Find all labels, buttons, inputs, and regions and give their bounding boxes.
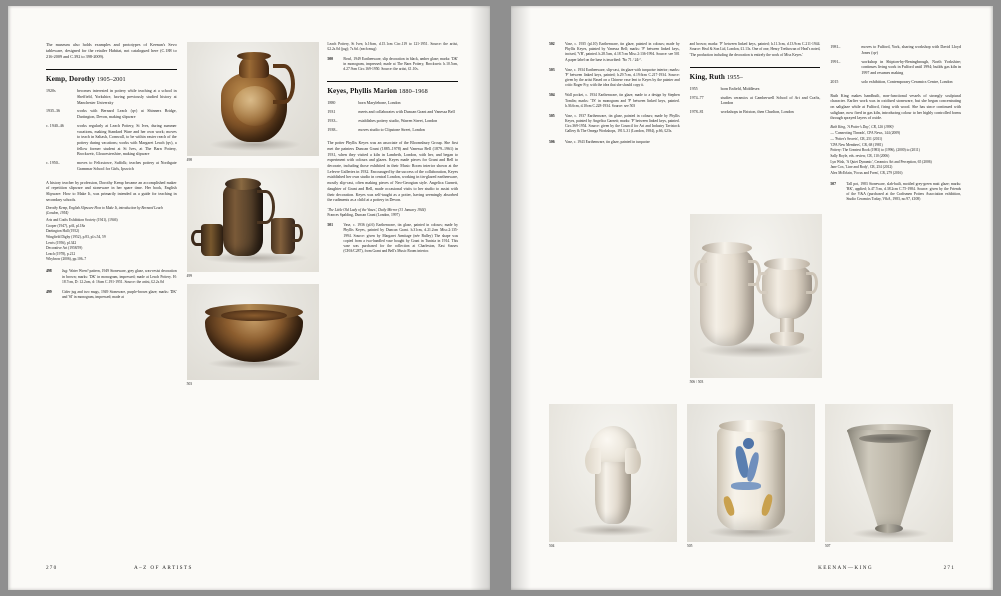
chronology-table-cont — [830, 44, 961, 88]
catalogue-number: 498 — [46, 269, 52, 274]
chronology-text: born Marylebone, London — [358, 100, 401, 106]
chronology-row — [46, 123, 177, 160]
source-title: 'The Little Old Lady of the Vases', Daily Mirror (31 January 1944) — [327, 207, 426, 212]
chronology-row — [690, 86, 821, 95]
artist-dates: 1905–2001 — [97, 76, 126, 84]
catalogue-text: Tall pot, 1983 Stoneware, slab-built, mottled grey-green matt glaze; marks: 'RK', applied; h.47.7cm, d.38.2cm C.75-1984. Source: given by the Friends of the V&A (purchased at the Craftsmen Potters Association exhibition, Studio Ceramics Today, V&A, 1983, no.97, £108) — [846, 181, 962, 202]
left-column-1 — [46, 42, 177, 554]
photo-tall-pot-507 — [825, 404, 953, 542]
chronology-year: 1981– — [830, 44, 841, 49]
catalogue-item — [549, 140, 680, 145]
running-head-left: A–Z OF ARTISTS — [134, 565, 193, 571]
chronology-year: 1974–77 — [689, 94, 704, 100]
chronology-row — [327, 118, 458, 127]
chronology-row — [46, 88, 177, 108]
catalogue-text: Vase, c. 1934 Earthenware, slip-cast, tin glaze with turquoise interior; marks: 'P' between linked keys, painted; h.29.7cm, d.19.6cm C.217-1934. Source: given by the artist Based on a Chinese vase lent to Keyes by the painter and critic Roger Fry, with the idea that she should copy it. — [565, 67, 680, 88]
catalogue-item — [327, 223, 458, 254]
catalogue-number: 499 — [46, 289, 52, 294]
plate-caption-499: 499 — [186, 274, 193, 278]
catalogue-item — [46, 290, 177, 300]
right-page — [511, 6, 993, 590]
bibliography-entry: 'CPA New Members', CR, 68 (1981) — [830, 142, 883, 147]
plate-507 — [825, 404, 953, 542]
source-reference: Frances Spalding, Duncan Grant (London, 1997) — [327, 213, 400, 218]
artist-name: Keyes, Phyllis Marion — [327, 87, 398, 96]
chronology-table — [690, 86, 821, 118]
chronology-row — [46, 108, 177, 123]
bibliography-entry: Decorative Art (1958/59) — [46, 246, 83, 251]
chronology-text: born Enfield, Middlesex — [720, 85, 760, 91]
left-column-3 — [327, 42, 458, 554]
chronology-row — [690, 95, 821, 110]
chronology-year: c. 1950– — [46, 160, 60, 166]
catalogue-item — [549, 42, 680, 63]
bibliography-entry: Dartington Hall (1952) — [46, 229, 80, 234]
plate-505 — [687, 404, 815, 542]
catalogue-item — [549, 114, 680, 135]
running-head-right: KEENAN—KING — [818, 565, 873, 571]
photo-bowl-503 — [187, 284, 319, 380]
plate-504 — [549, 404, 677, 542]
bibliography-entry: Leach (1978), p.212 — [46, 251, 76, 256]
catalogue-text: Vase, c. 1936 (pl.6) Earthenware, tin glaze, painted in colours; made by Phyllis Keyes, painted by Duncan Grant. h.31cm, d.21.2cm Misc.2:135-1994. Source: given by Margaret Armitage (née Bulley) The shape was copied from a two-handled vase bought by Grant in Tunisia in 1914. This vase was purchased for the collection at Charleston, East Sussex (CHA/C287), from Grant and Bell's Music Room interior. — [343, 223, 459, 254]
catalogue-number: 500 — [327, 56, 334, 61]
chronology-row — [830, 44, 961, 59]
plate-caption-504: 504 — [549, 544, 555, 548]
left-page-columns — [46, 42, 458, 554]
entry-title — [327, 87, 458, 95]
plate-503-left — [187, 284, 319, 380]
museum-note: The museum also holds examples and prototypes of Keenan's Sevo tableware, designed for the retailer Habitat, not catalogued here (C.188 to 216-2009 and C.392 to 398-2009). — [46, 42, 177, 60]
chronology-year: 1880 — [327, 100, 336, 106]
bibliography — [830, 125, 961, 176]
catalogue-item — [46, 269, 177, 285]
chronology-text: workshops in Brixton, then Charlton, London — [720, 109, 794, 115]
catalogue-number: 503 — [549, 67, 555, 72]
artist-name: Kemp, Dorothy — [46, 75, 96, 84]
bibliography-entry: Jane Cox, 'Line and Body', CR, 254 (2012) — [830, 165, 893, 170]
chronology-text: works with Bernard Leach (qv) at Shinners Bridge, Dartington, Devon, making slipware — [77, 108, 177, 120]
bibliography-entry: Whybrow (2006), pp.106–7 — [46, 257, 87, 262]
plate-498 — [187, 42, 319, 156]
chronology-year: 1935–36 — [46, 108, 60, 114]
chronology-row — [690, 109, 821, 118]
bibliography-entry: Alex McErlain, 'Focus and Form', CR, 279 (2016) — [830, 170, 903, 175]
chronology-text: works regularly at Leach Pottery, St Ives, during summer vacations, making Standard Ware and her own work; moves to teach in Saltash, Cornwall, to be within easier reach of the pottery during vacations; works with Margaret Leach (qv), a fellow former student at St Ives, at The Barn Pottery, Brockweir, Gloucestershire, making slipware — [77, 123, 177, 157]
chronology-year: 1955 — [689, 85, 698, 91]
catalogue-number: 504 — [549, 93, 555, 98]
source-references — [327, 208, 458, 218]
plate-caption-506-503: 506 / 503 — [689, 380, 704, 384]
chronology-text: establishes pottery studio, Warren Street, London — [358, 117, 438, 123]
plate-506-503 — [690, 214, 822, 378]
left-column-2-plates — [187, 42, 318, 554]
catalogue-text: Vase, c. 1937 Earthenware, tin glaze, painted in colours; made by Phyllis Keyes, painted by Angelica Garnett; marks: 'P' between linked keys, painted. Circ.369-1954. Source: given by the Council for Art and Industry Tavistock Gallery & The Omega Workshops, 1913–31 (London, 1984), p.66, £23s. — [565, 113, 680, 134]
plate-caption-498: 498 — [186, 158, 193, 162]
catalogue-text: Wall pocket, c. 1934 Earthenware, tin glaze, made to a design by Stephen Tomlin; marks: 'TS' in monogram and 'P' between linked keys, painted. h.36.6cm, d.10cm C.228-1934. Source: see 503 — [565, 93, 680, 108]
bibliography-entry: Cooper (1947), p.6l, pl.18a — [46, 223, 86, 228]
catalogue-item — [549, 93, 680, 109]
catalogue-number: 507 — [830, 181, 837, 186]
chronology-row — [327, 109, 458, 118]
chronology-year: 1991– — [830, 58, 841, 64]
chronology-row — [830, 79, 961, 88]
bibliography-entry: Sally Boyle, eds. review, CR, 110 (2006) — [830, 153, 890, 158]
chronology-year: c. 1940–46 — [46, 123, 64, 129]
catalogue-continuation: and brown; marks: 'P' between linked keys, painted; h.11.3cm, d.13.9cm C.211-1944. Source: Heal & Son Ltd, London, £1.13s. One of one, Henry Trethowan of Heal's noted, 'The production including the decoration is entirely the work of Miss Keyes.' — [689, 42, 821, 57]
chronology-row — [327, 100, 458, 109]
bibliography-entry: Arts and Crafts Exhibition Society (1941), (1946) — [46, 218, 118, 223]
chronology-text: solo exhibition, Contemporary Ceramics Centre, London — [861, 78, 953, 84]
artist-bio: A history teacher by profession, Dorothy Kemp became an accomplished maker of repetition slipware and stoneware in her spare time. Her book, English Slipware: How to Make It, was primarily intended as a guide for teaching in secondary schools. — [46, 179, 177, 202]
artist-bio: The potter Phyllis Keyes was an associate of the Bloomsbury Group. She first met the painters Duncan Grant (1885–1978) and Vanessa Bell (1879–1961) in 1931, when they visited a kiln in Lambeth, London, with her, and began to experiment with colours and glazes. Keyes made pieces for Grant and Bell to decorate, including those exhibited in their Music Room interior shown at the Lefevre Galleries in 1932. Encouraged by the success of the collaboration, Keyes established her own studio in central London, working in tin-glazed earthenware, mostly slip-cast, often making pieces of Neo-Georgian style. Angelica Garnett, daughter of Grant and Bell, made occasional visits to her studio to assist with their decoration. Keyes was self-taught as a potter, having seemingly absorbed the rudiments as a child at a pottery in Devon. — [327, 140, 459, 203]
chronology-year: 1933– — [327, 117, 338, 123]
entry-king — [690, 67, 821, 118]
artist-name: King, Ruth — [689, 72, 726, 81]
left-page — [8, 6, 490, 590]
catalogue-text: Cider jug and two mugs, 1949 Stoneware, purple-brown glaze; marks: 'DK' and 'SI' in monogram, impressed; made at — [62, 289, 177, 300]
chronology-year: 1931 — [327, 108, 336, 114]
page-number-right: 271 — [943, 565, 955, 571]
chronology-row — [46, 160, 177, 175]
catalogue-item — [830, 182, 961, 203]
photo-vases-506-503 — [690, 214, 822, 378]
entry-title — [690, 73, 821, 81]
photo-jug-mugs-499 — [187, 168, 319, 272]
photo-jug-498 — [187, 42, 319, 156]
catalogue-number: 501 — [327, 223, 334, 228]
catalogue-text: Vase, c. 1943 Earthenware, tin glaze, painted in turquoise — [565, 139, 650, 144]
bibliography-entry: Lewis (1956), pl.342 — [46, 240, 77, 245]
plate-caption-507: 507 — [825, 544, 831, 548]
chronology-text: workshop in Shipton-by-Beningbrough, North Yorkshire; continues living work in Fulford until 1994; builds gas kiln in 1997 and resumes making — [861, 58, 962, 75]
chronology-table — [46, 88, 177, 174]
chronology-text: studies ceramics at Camberwell School of Art and Crafts, London — [720, 94, 821, 106]
entry-kemp — [46, 69, 177, 300]
catalogue-number: 505 — [549, 113, 555, 118]
catalogue-text: Bowl, 1949 Earthenware, slip decoration in black, amber glaze; marks: 'DK' in monogram, impressed; made at The Barn Pottery, Brockweir. h.10.5cm, d.27.9cm Circ.169-1950. Source: the artist, £1.10s. — [343, 56, 459, 71]
chronology-text: moves studio to Clipstone Street, London — [358, 126, 425, 132]
catalogue-number: 502 — [549, 42, 555, 46]
bibliography-heading: Ruth King, 'A Potter's Day', CR, 126 (1990) — [830, 124, 894, 129]
catalogue-number: 506 — [549, 139, 555, 144]
plate-499 — [187, 168, 319, 272]
chronology-table — [327, 100, 458, 135]
chronology-year: 1938– — [327, 126, 338, 132]
artist-dates: 1955– — [726, 73, 743, 81]
bibliography-entry: Lyn Wish, 'A Quiet Dynamic', Ceramics Art and Perception, 65 (2006) — [830, 159, 932, 164]
catalogue-text: Jug: Water Wren? pattern, 1949 Stoneware, grey glaze, wax-resist decoration in brown; marks: 'DK' in monogram, impressed; made at Leach Pottery. H: 18.7cm, D: 12.2cm, d: 16cm C.191-1951. Source: the artist, £2.2s.0d — [62, 269, 177, 284]
chronology-year: 1920s — [46, 88, 56, 94]
catalogue-item — [549, 68, 680, 89]
photo-vase-505 — [687, 404, 815, 542]
entry-keyes — [327, 81, 458, 254]
chronology-text: becomes interested in pottery while teaching at a school in Sheffield, Yorkshire, having previously studied history at Manchester University — [77, 88, 177, 105]
chronology-year: 2015 — [830, 78, 839, 84]
chronology-text: moves to Fulford, York, sharing workshop with David Lloyd Jones (qv) — [861, 44, 962, 55]
page-number-left: 270 — [46, 565, 58, 571]
photo-wall-pocket-504 — [549, 404, 677, 542]
entry-title — [46, 75, 177, 83]
chronology-row — [327, 127, 458, 136]
bibliography-entry: — 'Connecting Threads', CPA News, 144 (2009) — [830, 131, 901, 136]
bibliography — [46, 206, 177, 262]
artist-bio: Ruth King makes handbuilt, non-functional vessels of strongly sculptural character. Earlier work was in oxidised stoneware, but she began concentrating on saltglaze while at Fulford, firing with wood. She has since continued with saltglaze, now fired in gas kiln, introducing colour to her highly controlled forms through sprayed layers of oxide. — [830, 92, 962, 121]
catalogue-text: Vase, c. 1935 (pl.10) Earthenware, tin glaze, painted in colours; made by Phyllis Keyes, painted by Vanessa Bell; marks: 'P' between linked keys, incised, 'VB', painted. h.28.5cm, d.18.7cm Misc.2:136-1994. Source: see 501 A paper label on the base is inscribed: 'No 71 / 24/-'. — [565, 42, 680, 62]
bibliography-heading: Dorothy Kemp, English Slipware How to Make It, introduction by Bernard Leach (London, 1954) — [46, 206, 163, 216]
plate-caption-505: 505 — [687, 544, 693, 548]
chronology-row — [830, 59, 961, 79]
artist-dates: 1880–1968 — [399, 88, 428, 96]
bibliography-entry: Pottery: The Greatest Book (1983) to (1996), (2000) to (2011) — [830, 148, 920, 153]
plate-caption-503-left: 503 — [186, 382, 193, 386]
bibliography-entry: Wingfield Digby (1952), p.83, pl.s.54, 59 — [46, 234, 106, 239]
bibliography-entry: — 'Potter's Secrets', CR, 251 (2011) — [830, 137, 883, 142]
chronology-text: meets and collaborates with Duncan Grant and Vanessa Bell — [358, 108, 455, 114]
catalogue-continuation: Leach Pottery, St Ives; h.16cm, d.15.1cm Circ.119 to 121-1951. Source: the artist, £2.2s.0d (jug); 7s.6d. (each mug) — [327, 42, 459, 52]
chronology-text: moves to Felixstowe, Suffolk; teaches pottery at Northgate Grammar School for Girls, Ipswich — [77, 160, 177, 171]
catalogue-item — [327, 57, 458, 73]
chronology-year: 1978–81 — [689, 109, 704, 115]
